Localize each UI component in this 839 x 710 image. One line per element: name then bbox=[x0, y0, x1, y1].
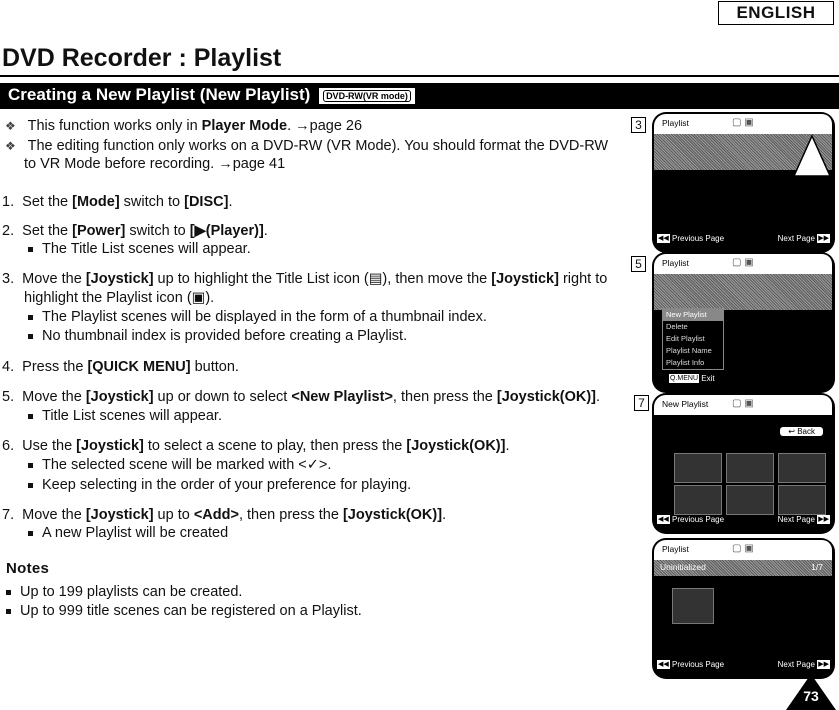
step-5-sub-1: Title List scenes will appear. bbox=[28, 407, 222, 425]
rewind-icon: ◀◀ bbox=[658, 661, 669, 669]
thumbnail-grid bbox=[674, 453, 824, 513]
step-7: 7. Move the [Joystick] up to <Add>, then press the [Joystick(OK)]. bbox=[2, 507, 447, 523]
intro-item-1: ❖ This function works only in Player Mode. →page 26 bbox=[5, 118, 363, 134]
thumbnail[interactable] bbox=[674, 485, 722, 515]
menu-item-playlist-name[interactable]: Playlist Name bbox=[666, 346, 712, 355]
screen-footer: ◀◀ Previous Page Next Page ▶▶ bbox=[658, 234, 829, 243]
thumbnail-area bbox=[654, 274, 832, 310]
step-6: 6. Use the [Joystick] to select a scene to play, then press the [Joystick(OK)]. bbox=[2, 438, 510, 454]
thumbnail[interactable] bbox=[778, 453, 826, 483]
diamond-bullet-icon: ❖ bbox=[5, 119, 16, 133]
step-1: 1. Set the [Mode] switch to [DISC]. bbox=[2, 194, 233, 210]
step-3-sub-2: No thumbnail index is provided before creating a Playlist. bbox=[28, 327, 407, 345]
screen-step-7 bbox=[652, 393, 835, 534]
screen-footer: Q.MENU Exit bbox=[670, 374, 715, 383]
step-7-sub-1: A new Playlist will be created bbox=[28, 524, 228, 542]
menu-item-edit-playlist[interactable]: Edit Playlist bbox=[666, 334, 705, 343]
playlist-icon: ▢ ▣ bbox=[732, 117, 754, 128]
screen-step-5 bbox=[652, 252, 835, 393]
back-button[interactable]: ↩ Back bbox=[780, 427, 823, 436]
playlist-icon: ▢ ▣ bbox=[732, 398, 754, 409]
section-title: Creating a New Playlist (New Playlist) bbox=[8, 85, 311, 104]
step-6-sub-1: The selected scene will be marked with <✓>. bbox=[28, 456, 331, 474]
screen-label: New Playlist bbox=[662, 399, 709, 409]
rewind-icon: ◀◀ bbox=[658, 235, 669, 243]
forward-icon: ▶▶ bbox=[818, 661, 829, 669]
screen-footer: ◀◀ Previous Page Next Page ▶▶ bbox=[658, 660, 829, 669]
mode-badge: DVD-RW(VR mode) bbox=[319, 88, 415, 104]
screen-label: Playlist bbox=[662, 258, 689, 268]
note-item-2: Up to 999 title scenes can be registered on a Playlist. bbox=[6, 602, 362, 620]
language-label: ENGLISH bbox=[718, 1, 834, 25]
intro-item-2-line2: to VR Mode before recording. →page 41 bbox=[24, 156, 286, 172]
screen-step-number: 5 bbox=[631, 256, 646, 272]
step-3-sub-1: The Playlist scenes will be displayed in the form of a thumbnail index. bbox=[28, 308, 487, 326]
notes-title: Notes bbox=[6, 560, 50, 577]
diamond-bullet-icon: ❖ bbox=[5, 139, 16, 153]
screen-label: Playlist bbox=[662, 118, 689, 128]
step-2: 2. Set the [Power] switch to [▶(Player)]. bbox=[2, 223, 268, 239]
screen-label: Playlist bbox=[662, 544, 689, 554]
quick-menu bbox=[662, 308, 724, 370]
title-divider bbox=[0, 75, 839, 77]
step-3: 3. Move the [Joystick] up to highlight the Title List icon (▤), then move the [Joystick] right to bbox=[2, 271, 608, 287]
playlist-count: 1/7 bbox=[811, 562, 823, 572]
step-3-line2: highlight the Playlist icon (▣). bbox=[24, 290, 215, 306]
note-item-1: Up to 199 playlists can be created. bbox=[6, 583, 242, 601]
menu-item-delete[interactable]: Delete bbox=[666, 322, 688, 331]
playlist-icon: ▢ ▣ bbox=[732, 257, 754, 268]
playlist-icon: ▢ ▣ bbox=[732, 543, 754, 554]
menu-item-playlist-info[interactable]: Playlist Info bbox=[666, 358, 705, 367]
forward-icon: ▶▶ bbox=[818, 235, 829, 243]
menu-item-new-playlist[interactable]: New Playlist bbox=[663, 309, 723, 321]
screen-result bbox=[652, 538, 835, 679]
screen-step-number: 3 bbox=[631, 117, 646, 133]
rewind-icon: ◀◀ bbox=[658, 516, 669, 524]
screen-step-3 bbox=[652, 112, 835, 253]
step-4: 4. Press the [QUICK MENU] button. bbox=[2, 359, 239, 375]
step-5: 5. Move the [Joystick] up or down to select <New Playlist>, then press the [Joystick(OK)]. bbox=[2, 389, 601, 405]
qmenu-key: Q.MENU bbox=[670, 375, 698, 383]
forward-icon: ▶▶ bbox=[818, 516, 829, 524]
screen-step-number: 7 bbox=[634, 395, 649, 411]
thumbnail[interactable] bbox=[672, 588, 714, 624]
thumbnail[interactable] bbox=[674, 453, 722, 483]
step-2-sub-1: The Title List scenes will appear. bbox=[28, 240, 251, 258]
status-text: Uninitialized bbox=[660, 562, 706, 572]
page-title: DVD Recorder : Playlist bbox=[2, 44, 282, 72]
arrow-up-icon bbox=[792, 134, 832, 179]
thumbnail[interactable] bbox=[726, 453, 774, 483]
section-header bbox=[0, 83, 839, 109]
thumbnail[interactable] bbox=[726, 485, 774, 515]
intro-item-2: ❖ The editing function only works on a DVD-RW (VR Mode). You should format the DVD-RW bbox=[5, 138, 609, 154]
thumbnail[interactable] bbox=[778, 485, 826, 515]
step-6-sub-2: Keep selecting in the order of your preference for playing. bbox=[28, 476, 411, 494]
page-number: 73 bbox=[803, 688, 819, 704]
screen-footer: ◀◀ Previous Page Next Page ▶▶ bbox=[658, 515, 829, 524]
